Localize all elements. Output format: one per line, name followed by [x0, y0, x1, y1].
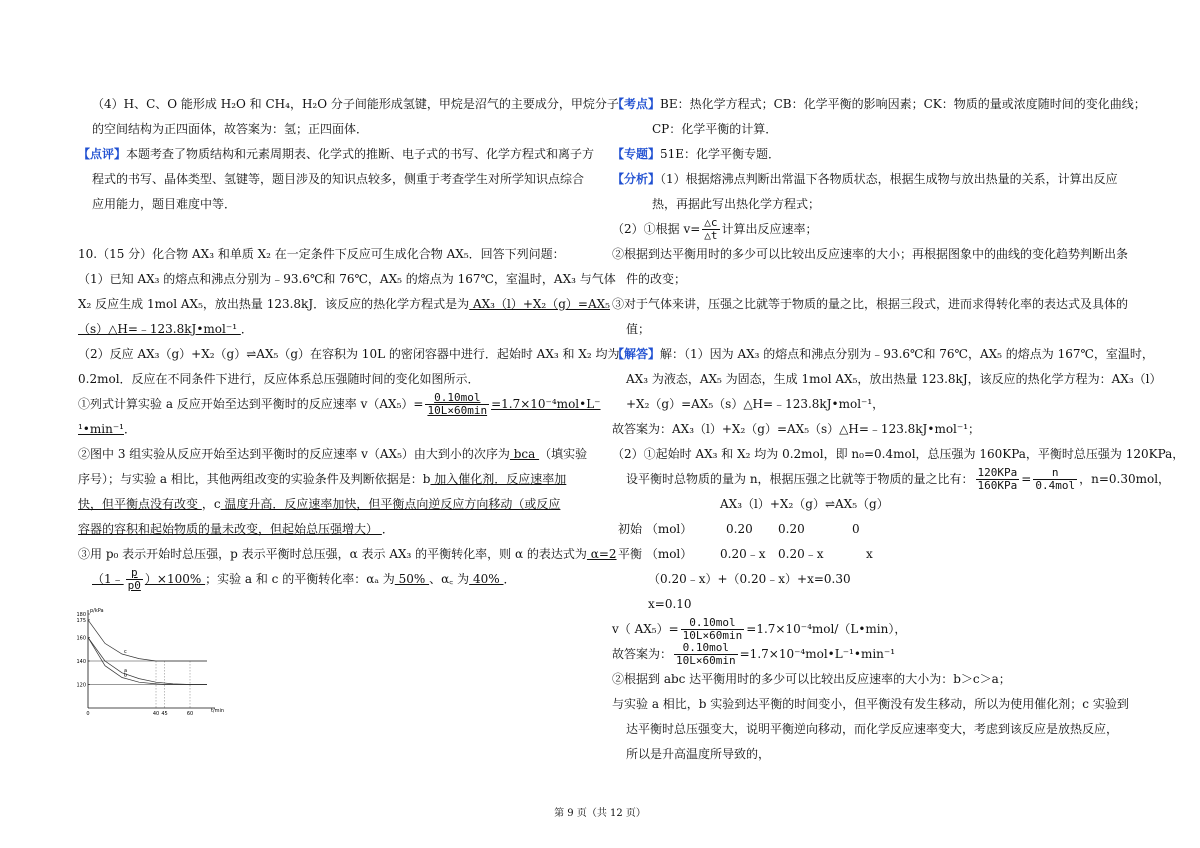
review-line-2: 程式的书写、晶体类型、氢键等，题目涉及的知识点较多，侧重于考查学生对所学知识点综合 — [92, 172, 585, 186]
c-condition-answer: 温度升高．反应速率加快，但平衡点向逆反应方向移动（或反应 — [220, 497, 561, 511]
q10-part2-line1: （2）反应 AX₃（g）+X₂（g）⇌AX₅（g）在容积为 10L 的密闭容器中进行．起始时 AX₃ 和 X₂ 均为 — [78, 347, 620, 361]
y-axis-label: p/kPa — [90, 608, 104, 614]
zhuanti-tag: 【专题】 — [612, 147, 661, 161]
y-tick-label: 175 — [76, 617, 86, 624]
kaodian-tag: 【考点】 — [612, 97, 661, 111]
x-axis-label: t/min — [211, 708, 225, 714]
x-tick-label: 40 — [152, 711, 160, 717]
q10-item1-line1 — [78, 391, 601, 417]
c-label: ，c — [201, 497, 221, 511]
fraction-numerator: 0.10mol — [674, 642, 738, 655]
fraction-denominator: 160KPa — [977, 479, 1018, 492]
q10-item3-line1 — [78, 542, 617, 567]
y-tick-label: 140 — [76, 659, 86, 665]
jieda-line-6 — [612, 466, 1171, 492]
alpha-expression-end: ）×100% — [144, 572, 206, 586]
order-explanation: ②根据到 abc 达平衡用时的多少可以比较出反应速率的大小为：b＞c＞a； — [612, 672, 1011, 686]
fraction-denominator: △t — [704, 229, 718, 242]
fraction-denominator: 10L×60min — [682, 629, 743, 642]
x-tick-label: 60 — [186, 711, 194, 717]
initial-row — [612, 517, 1132, 542]
rate-calc-line — [612, 617, 1132, 642]
b-condition-answer-cont: 快，但平衡点没有改变 — [78, 497, 202, 511]
review-text-1: 本题考查了物质结构和元素周期表、化学式的推断、电子式的书写、化学方程式和离子方 — [126, 147, 595, 161]
answer-4-line-2: 的空间结构为正四面体，故答案为：氢；正四面体． — [92, 122, 369, 136]
fraction-denominator: 10L×60min — [676, 654, 736, 667]
rate-answer-fraction — [674, 642, 738, 667]
jieda-line-2: AX₃ 为液态，AX₅ 为固态，生成 1mol AX₅，放出热量 123.8kJ，该反应的热化学方程为：AX₃（l） — [626, 372, 1162, 386]
fenxi-tag: 【分析】 — [612, 172, 661, 186]
zhuanti-line — [612, 142, 1132, 167]
q10-item3-line2: （1﹣ $\frac{p}{p0}$ ）×100% ；实验 a 和 c 的平衡转化率：αₐ 为 50% 、α꜀ 为 40% ． — [92, 566, 516, 592]
series-c-line — [88, 620, 207, 661]
equilibrium-ax5: x — [866, 547, 873, 561]
sum-equation: （0.20﹣x）+（0.20﹣x）+x=0.30 — [648, 572, 851, 586]
equilibrium-x2: 0.20﹣x — [778, 547, 824, 561]
review-tag: 【点评】 — [78, 147, 127, 161]
q10-part1-answer-cont: （s）△H=﹣123.8kJ•mol⁻¹ — [78, 322, 241, 336]
q10-part1-line1: （1）已知 AX₃ 的熔点和沸点分别为﹣93.6℃和 76℃，AX₅ 的熔点为 167℃，室温时，AX₃ 与气体 — [78, 272, 616, 286]
compare-line-1: 与实验 a 相比，b 实验到达平衡的时间变小，但平衡没有发生移动，所以为使用催化剂；c 实验到 — [612, 697, 1129, 711]
q10-part1-line2 — [78, 292, 610, 317]
y-tick-label: 120 — [76, 682, 86, 689]
q10-part2-line2: 0.2mol．反应在不同条件下进行，反应体系总压强随时间的变化如图所示． — [78, 372, 480, 386]
q10-item1-text: ①列式计算实验 a 反应开始至达到平衡时的反应速率 v（AX₅）= — [78, 397, 424, 411]
series-b-label: b — [124, 672, 128, 679]
mole-ratio-fraction — [1033, 467, 1077, 492]
fraction-numerator: 0.10mol — [425, 392, 489, 405]
initial-label: 初始 （mol） — [618, 522, 693, 536]
pressure-time-chart — [72, 604, 232, 720]
fraction-numerator: △c — [704, 216, 718, 229]
q10-item2-line3 — [78, 492, 596, 517]
spacer — [78, 217, 596, 242]
fraction-numerator: 0.10mol — [681, 617, 745, 630]
kaodian-line-2: CP：化学平衡的计算． — [652, 122, 778, 136]
alpha-c-label: 、α꜀ 为 — [429, 572, 470, 586]
rate-formula-fraction — [702, 217, 719, 242]
rate-answer-label: 故答案为： — [612, 647, 673, 661]
q10-item1-line2: ¹•min⁻¹． — [78, 422, 136, 436]
question-10-title: 10.（15 分）化合物 AX₃ 和单质 X₂ 在一定条件下反应可生成化合物 AX₅．回答下列问题： — [78, 247, 565, 261]
p-fraction — [126, 567, 143, 592]
fraction-denominator: p0 — [127, 579, 141, 592]
order-answer: bca — [509, 447, 540, 461]
rate-calc-fraction — [681, 617, 745, 642]
alpha-expression-cont: （1﹣ — [92, 572, 124, 586]
jieda-tag: 【解答】 — [612, 347, 661, 361]
equilibrium-equation: AX₃（l）+X₂（g）⇌AX₅（g） — [720, 497, 889, 511]
b-condition-answer: 加入催化剂．反应速率加 — [430, 472, 567, 486]
right-column — [612, 92, 1185, 767]
compare-line-3: 所以是升高温度所导致的， — [626, 747, 771, 761]
q10-part1-answer: AX₃（l）+X₂（g）=AX₅ — [469, 297, 610, 311]
fenxi-text-3-post: 计算出反应速率； — [721, 222, 818, 236]
q10-item2-text-2: 序号）；与实验 a 相比，其他两组改变的实验条件及判断依据是：b — [78, 472, 431, 486]
rate-answer-result: =1.7×10⁻⁴mol•L⁻¹•min⁻¹ — [739, 647, 896, 661]
zhuanti-text: 51E：化学平衡专题． — [660, 147, 781, 161]
initial-ax5: 0 — [852, 522, 860, 536]
alpha-values-text: ；实验 a 和 c 的平衡转化率：αₐ 为 — [205, 572, 395, 586]
rate-result-cont: ¹•min⁻¹ — [78, 422, 124, 436]
q10-part1-line3: （s）△H=﹣123.8kJ•mol⁻¹ ． — [78, 322, 253, 336]
rate-answer-line — [612, 642, 1132, 667]
equilibrium-label: 平衡 （mol） — [618, 547, 693, 561]
pressure-ratio-fraction — [976, 467, 1020, 492]
fenxi-line-2: 热，再据此写出热化学方程式； — [652, 197, 821, 211]
q10-item3-text: ③用 p₀ 表示开始时总压强，p 表示平衡时总压强，α 表示 AX₃ 的平衡转化率，则 α 的表达式为 — [78, 547, 587, 561]
alpha-expression: α=2 — [586, 547, 617, 561]
fraction-numerator: p — [126, 567, 143, 580]
alpha-a-answer: 50% — [394, 572, 430, 586]
fenxi-line-7: 值； — [626, 322, 651, 336]
fraction-numerator: n — [1033, 467, 1077, 480]
rate-result: =1.7×10⁻⁴mol•L⁻ — [491, 397, 601, 411]
initial-ax3: 0.20 — [726, 522, 753, 536]
c-condition-answer-cont: 容器的容积和起始物质的量未改变，但起始总压强增大） — [78, 522, 382, 536]
rate-calc-label: v（ AX₅）= — [612, 622, 679, 636]
review-line-3: 应用能力，题目难度中等． — [92, 197, 237, 211]
kaodian-line-1 — [612, 92, 1146, 117]
rate-calc-result: =1.7×10⁻⁴mol/（L•min）， — [746, 622, 907, 636]
x-tick-label: 0 — [86, 711, 90, 717]
jieda-text-6-post: ，n=0.30mol， — [1079, 472, 1171, 486]
fenxi-text-1: （1）根据熔沸点判断出常温下各物质状态，根据生成物与放出热量的关系，计算出反应 — [660, 172, 1118, 186]
x-value: x=0.10 — [648, 597, 692, 611]
y-tick-label: 160 — [76, 635, 86, 642]
q10-part1-text: X₂ 反应生成 1mol AX₅，放出热量 123.8kJ．该反应的热化学方程式是为 — [78, 297, 470, 311]
jieda-text-1: 解：（1）因为 AX₃ 的熔点和沸点分别为﹣93.6℃和 76℃，AX₅ 的熔点为 167℃，室温时， — [660, 347, 1154, 361]
series-c-label: c — [124, 648, 127, 655]
jieda-line-5: （2）①起始时 AX₃ 和 X₂ 均为 0.2mol，即 n₀=0.4mol，总压强为 160KPa，平衡时总压强为 120KPa， — [612, 447, 1185, 461]
q10-item2-line2 — [78, 467, 596, 492]
rate-fraction — [425, 392, 489, 417]
fenxi-line-4: ②根据到达平衡用时的多少可以比较出反应速率的大小；再根据图象中的曲线的变化趋势判断出条 — [612, 247, 1129, 261]
compare-line-2: 达平衡时总压强变大，说明平衡逆向移动，而化学反应速率变大，考虑到该反应是放热反应， — [626, 722, 1119, 736]
jieda-line-3: +X₂（g）=AX₅（s）△H=﹣123.8kJ•mol⁻¹， — [626, 397, 885, 411]
y-tick-label: 180 — [76, 612, 86, 618]
fraction-denominator: 10L×60min — [427, 404, 488, 417]
left-column — [78, 92, 620, 597]
q10-item2-line1 — [78, 442, 596, 467]
fenxi-line-1 — [612, 167, 1132, 192]
x-tick-label: 45 — [161, 711, 168, 717]
fraction-numerator: 120KPa — [977, 466, 1018, 479]
jieda-line-4: 故答案为：AX₃（l）+X₂（g）=AX₅（s）△H=﹣123.8kJ•mol⁻¹； — [612, 422, 981, 436]
equilibrium-ax3: 0.20﹣x — [720, 547, 766, 561]
q10-item2-text: ②图中 3 组实验从反应开始至达到平衡时的反应速率 v（AX₅）由大到小的次序为 — [78, 447, 510, 461]
equals-sign: = — [1021, 472, 1032, 486]
kaodian-text: BE：热化学方程式；CB：化学平衡的影响因素；CK：物质的量或浓度随时间的变化曲线； — [660, 97, 1146, 111]
fenxi-line-6: ③对于气体来讲，压强之比就等于物质的量之比，根据三段式，进而求得转化率的表达式及具体的 — [612, 297, 1129, 311]
equilibrium-row — [612, 542, 1132, 567]
fenxi-text-3: （2）①根据 v= — [612, 222, 701, 236]
fraction-denominator: 0.4mol — [1035, 479, 1076, 492]
review-line-1 — [78, 142, 596, 167]
jieda-line-1 — [612, 342, 1154, 367]
answer-4-line-1: （4）H、C、O 能形成 H₂O 和 CH₄，H₂O 分子间能形成氢键，甲烷是沼气的主要成分，甲烷分子 — [92, 97, 619, 111]
series-a-label: a — [124, 667, 128, 674]
q10-item2-post: （填实验 — [539, 447, 588, 461]
fenxi-line-5: 件的改变； — [626, 272, 687, 286]
fenxi-line-3 — [612, 217, 1132, 242]
page-footer: 第 9 页（共 12 页） — [554, 808, 646, 819]
jieda-text-6: 设平衡时总物质的量为 n，根据压强之比就等于物质的量之比有： — [626, 472, 974, 486]
q10-item2-line4: 容器的容积和起始物质的量未改变，但起始总压强增大） ． — [78, 522, 394, 536]
initial-x2: 0.20 — [778, 522, 805, 536]
alpha-c-answer: 40% — [469, 572, 504, 586]
